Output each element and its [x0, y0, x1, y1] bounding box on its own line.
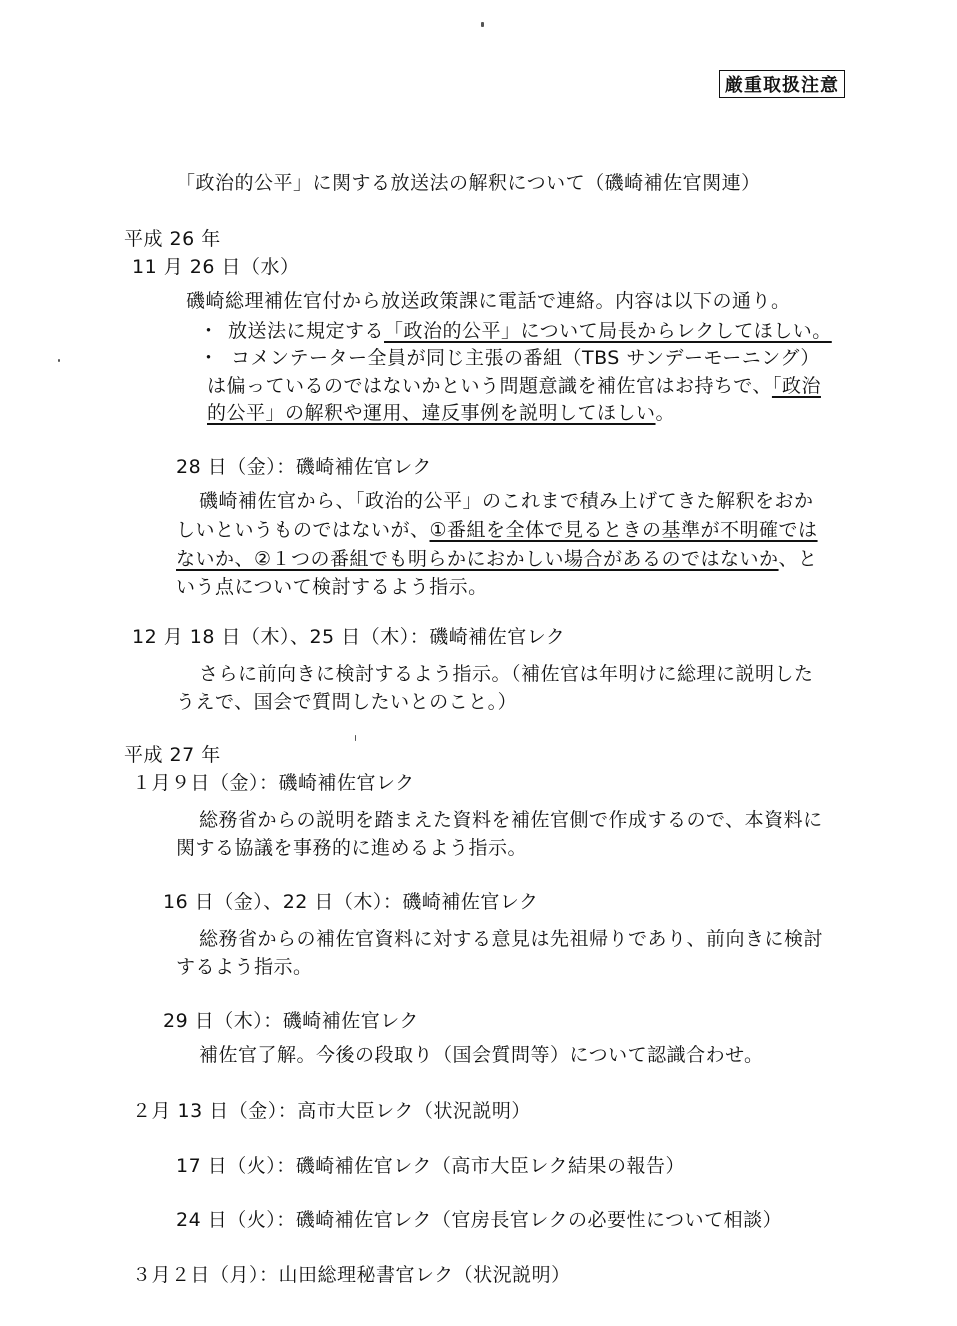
- entry-date: 16 日（金）、22 日（木）：磯崎補佐官レク: [163, 891, 539, 913]
- entry-body: さらに前向きに検討するよう指示。（補佐官は年明けに総理に説明した: [199, 663, 814, 685]
- year-heading-h27: 平成 27 年: [124, 744, 221, 766]
- entry-body: 関する協議を事務的に進めるよう指示。: [176, 837, 528, 859]
- entry-body: うえで、国会で質問したいとのこと。）: [176, 691, 518, 713]
- bullet-mark: ・: [199, 320, 219, 342]
- entry-body: 磯崎補佐官から、「政治的公平」のこれまで積み上げてきた解釈をおか: [199, 490, 814, 512]
- entry-body: 磯崎総理補佐官付から放送政策課に電話で連絡。内容は以下の通り。: [186, 290, 791, 312]
- scan-speck: [58, 359, 60, 362]
- entry-date: 29 日（木）：磯崎補佐官レク: [163, 1010, 419, 1032]
- scan-speck: [481, 22, 484, 27]
- entry-body: ないか、②１つの番組でも明らかにおかしい場合があるのではないか、と: [176, 548, 818, 570]
- bullet-item-continued: 的公平」の解釈や運用、違反事例を説明してほしい。: [207, 402, 676, 424]
- document-title: 「政治的公平」に関する放送法の解釈について（磯崎補佐官関連）: [176, 172, 761, 194]
- entry-body: 補佐官了解。今後の段取り（国会質問等）について認識合わせ。: [199, 1044, 764, 1066]
- entry-body: 総務省からの補佐官資料に対する意見は先祖帰りであり、前向きに検討: [199, 928, 824, 950]
- entry-body: 総務省からの説明を踏まえた資料を補佐官側で作成するので、本資料に: [199, 809, 823, 831]
- bullet-item-continued: は偏っているのではないかという問題意識を補佐官はお持ちで、「政治: [207, 375, 821, 397]
- entry-date: 24 日（火）：磯崎補佐官レク（官房長官レクの必要性について相談）: [176, 1209, 783, 1231]
- entry-date: ３月２日（月）：山田総理秘書官レク（状況説明）: [132, 1264, 571, 1286]
- confidential-stamp: 厳重取扱注意: [719, 70, 845, 98]
- entry-date: 11 月 26 日（水）: [132, 256, 300, 278]
- entry-date: ２月 13 日（金）：高市大臣レク（状況説明）: [132, 1100, 531, 1122]
- entry-date: 17 日（火）：磯崎補佐官レク（高市大臣レク結果の報告）: [176, 1155, 685, 1177]
- entry-date: 12 月 18 日（木）、25 日（木）：磯崎補佐官レク: [132, 626, 566, 648]
- bullet-item: 放送法に規定する「政治的公平」について局長からレクしてほしい。: [228, 320, 832, 342]
- year-heading-h26: 平成 26 年: [124, 228, 221, 250]
- entry-date: 28 日（金）：磯崎補佐官レク: [176, 456, 432, 478]
- entry-body: いう点について検討するよう指示。: [176, 576, 488, 598]
- scan-speck: [355, 735, 356, 741]
- bullet-mark: ・: [199, 347, 219, 369]
- bullet-item: コメンテーター全員が同じ主張の番組（TBS サンデーモーニング）: [231, 347, 820, 369]
- entry-body: するよう指示。: [176, 956, 313, 978]
- entry-body: しいというものではないが、①番組を全体で見るときの基準が不明確では: [176, 519, 818, 541]
- entry-date: １月９日（金）：磯崎補佐官レク: [132, 772, 415, 794]
